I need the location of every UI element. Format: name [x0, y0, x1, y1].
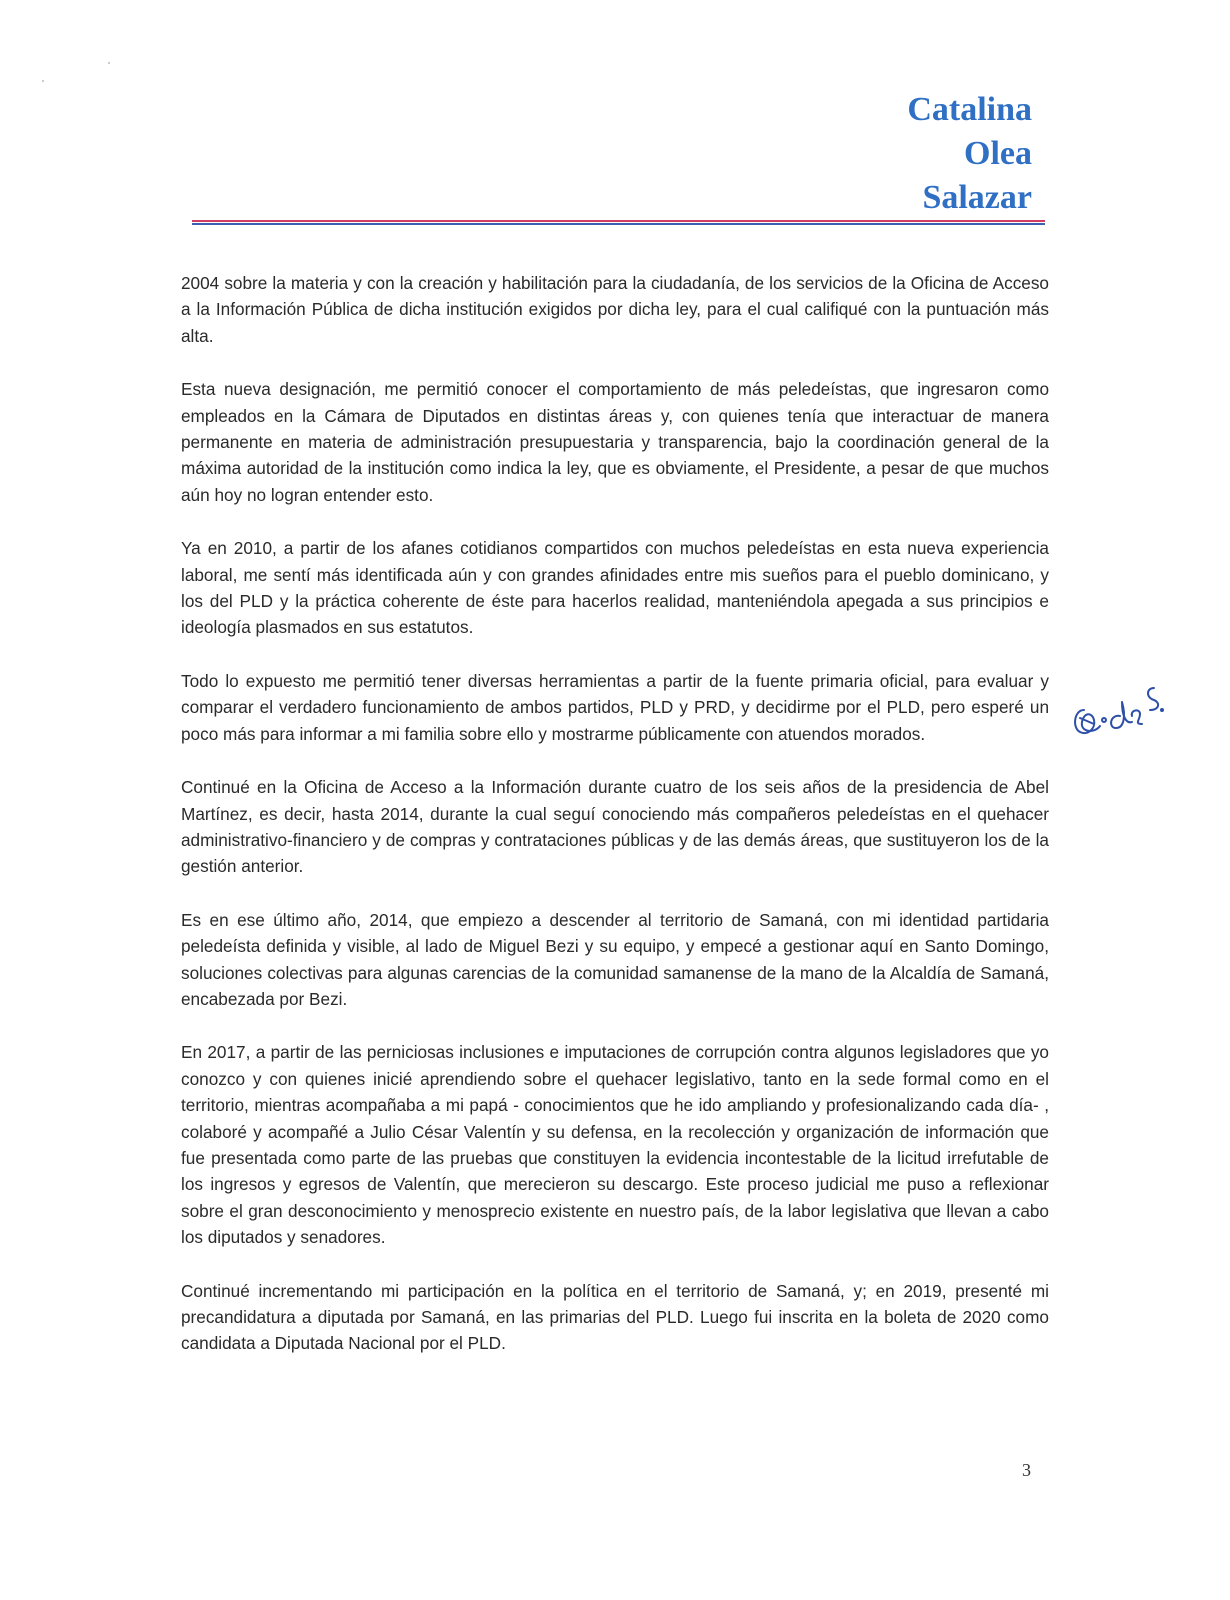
paragraph: Ya en 2010, a partir de los afanes cotidianos compartidos con muchos peledeístas en esta nueva experiencia laboral, me sentí más identificada aún y con grandes afinidades entre mis sueños para el pueblo dominicano, y los del PLD y la práctica coherente de éste para hacerlos realidad, manteniéndola apegada a sus principios e ideología plasmados en sus estatutos.: [181, 538, 1049, 638]
letterhead-middle-name: Olea: [964, 135, 1032, 172]
letterhead-last-name: Salazar: [922, 179, 1032, 216]
handwritten-signature: [1070, 666, 1180, 746]
page-number: 3: [1022, 1460, 1031, 1480]
paragraph: Continué en la Oficina de Acceso a la Información durante cuatro de los seis años de la presidencia de Abel Martínez, es decir, hasta 2014, durante la cual seguí conociendo más compañeros peledeístas en el quehacer administrativo-financiero y de compras y contrataciones públicas y de las demás áreas, que sustituyeron los de la gestión anterior.: [181, 777, 1049, 877]
paragraph: Todo lo expuesto me permitió tener diversas herramientas a partir de la fuente primaria oficial, para evaluar y comparar el verdadero funcionamiento de ambos partidos, PLD y PRD, y decidirme por el PLD, pero esperé un poco más para informar a mi familia sobre ello y mostrarme públicamente con atuendos morados.: [181, 670, 1049, 744]
document-body: [181, 270, 1049, 1384]
scan-speck: [42, 80, 44, 82]
paragraph: Esta nueva designación, me permitió conocer el comportamiento de más peledeístas, que ingresaron como empleados en la Cámara de Diputados en distintas áreas y, con quienes tenía que interactuar de manera permanente en materia de administración presupuestaria y transparencia, bajo la coordinación general de la máxima autoridad de la institución como indica la ley, que es obviamente, el Presidente, a pesar de que muchos aún hoy no logran entender esto.: [181, 379, 1049, 505]
paragraph: Continué incrementando mi participación en la política en el territorio de Samaná, y; en 2019, presenté mi precandidatura a diputada por Samaná, en las primarias del PLD. Luego fui inscrita en la boleta de 2020 como candidata a Diputada Nacional por el PLD.: [181, 1280, 1049, 1354]
divider-blue-line: [192, 223, 1045, 225]
paragraph: 2004 sobre la materia y con la creación y habilitación para la ciudadanía, de los servicios de la Oficina de Acceso a la Información Pública de dicha institución exigidos por dicha ley, para el cual califiqué con la puntuación más alta.: [181, 273, 1049, 346]
scan-speck: [108, 62, 110, 64]
paragraph: En 2017, a partir de las perniciosas inclusiones e imputaciones de corrupción contra algunos legisladores que yo conozco y con quienes inicié aprendiendo sobre el quehacer legislativo, tanto en la sede formal como en el territorio, mientras acompañaba a mi papá - conocimientos que he ido ampliando y profesionalizando cada día- , colaboré y acompañé a Julio César Valentín y su defensa, en la recolección y organización de información que fue presentada como parte de las pruebas que constituyen la evidencia incontestable de la licitud irrefutable de los ingresos y egresos de Valentín, que merecieron su descargo. Este proceso judicial me puso a reflexionar sobre el gran desconocimiento y menosprecio existente en nuestro país, de la labor legislativa que llevan a cabo los diputados y senadores.: [181, 1042, 1049, 1248]
letterhead-name: [907, 88, 1032, 220]
divider-red-line: [192, 220, 1045, 222]
letterhead-divider: [192, 220, 1045, 225]
paragraph: Es en ese último año, 2014, que empiezo a descender al territorio de Samaná, con mi identidad partidaria peledeísta definida y visible, al lado de Miguel Bezi y su equipo, y empecé a gestionar aquí en Santo Domingo, soluciones colectivas para algunas carencias de la comunidad samanense de la mano de la Alcaldía de Samaná, encabezada por Bezi.: [181, 909, 1049, 1009]
letterhead-first-name: Catalina: [907, 91, 1032, 128]
